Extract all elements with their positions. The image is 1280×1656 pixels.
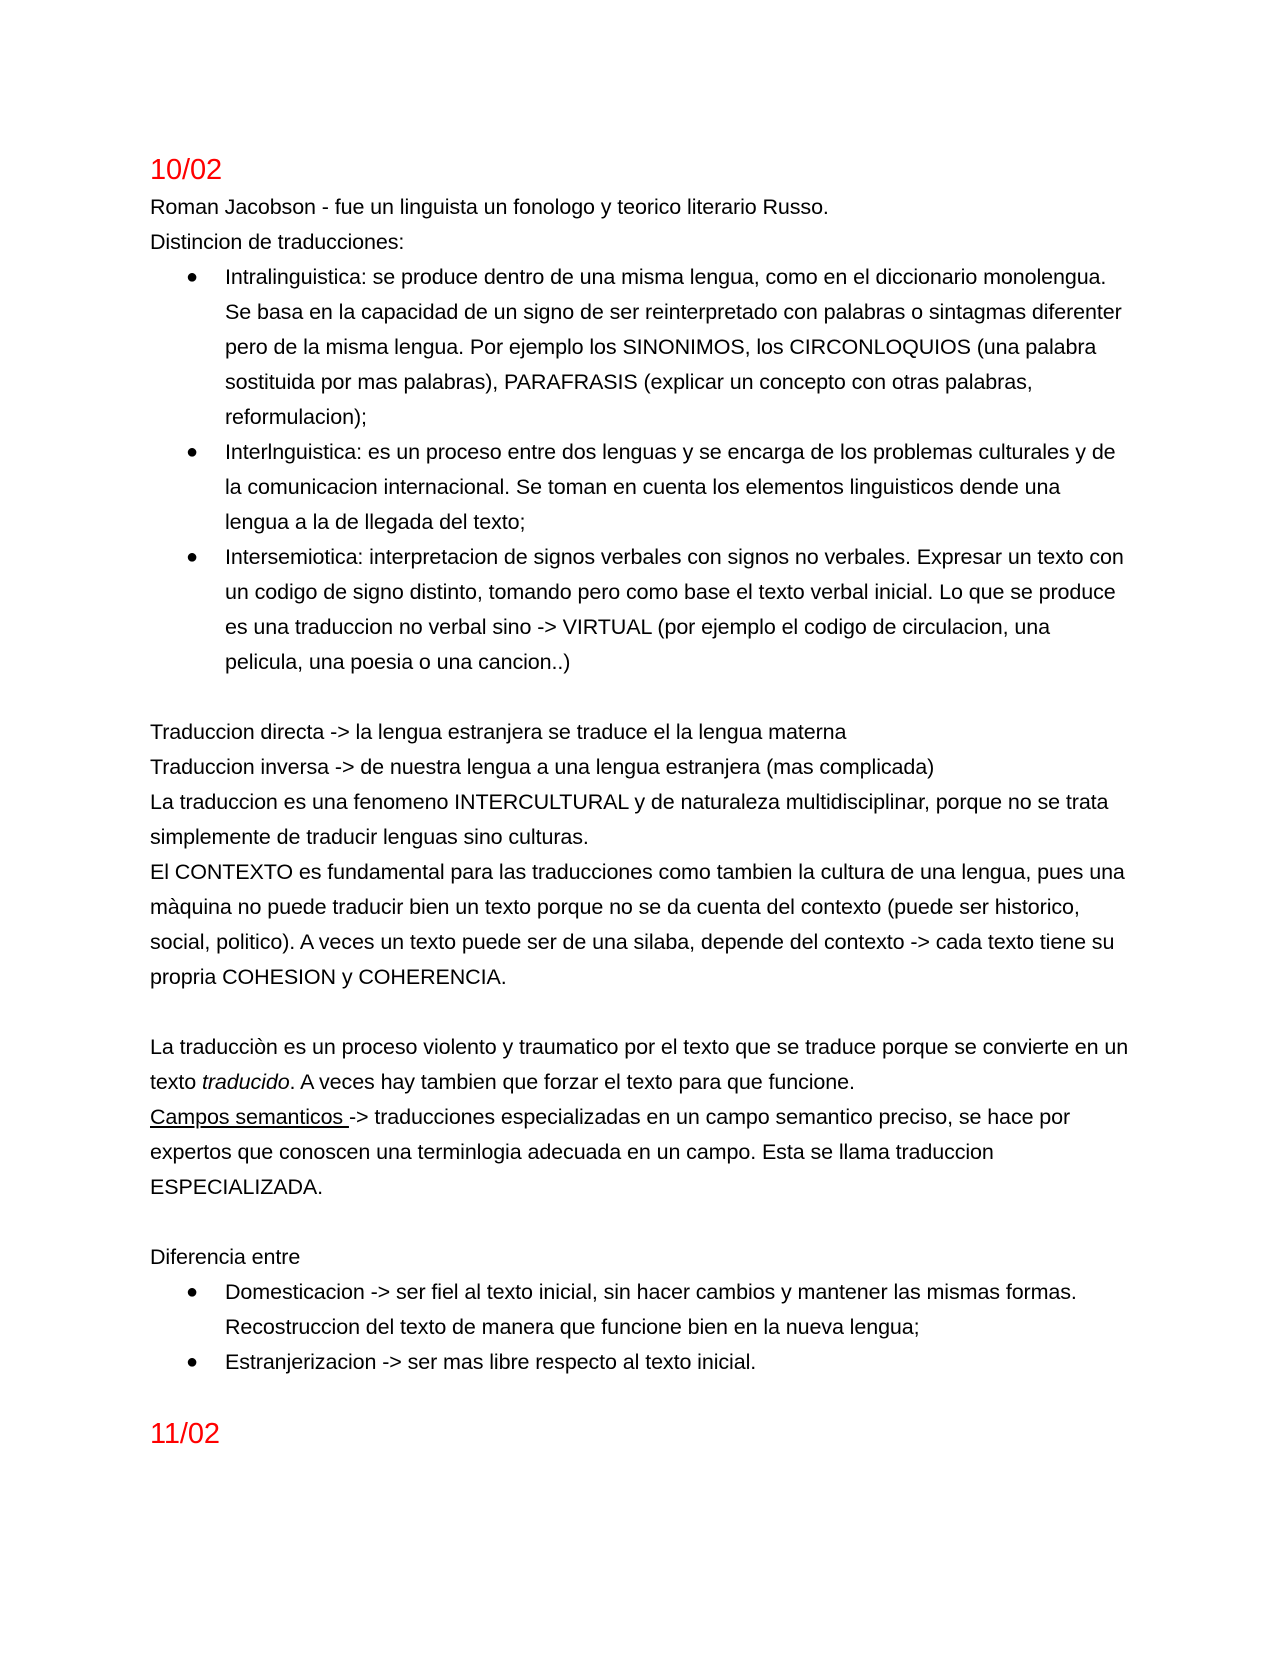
bullet-icon: ● — [186, 266, 198, 288]
campos-text: -> traducciones especializadas en un campo semantico preciso, se hace por expertos que conoscen una terminlogia adecuada en un campo. Esta se llama traduccion ESPECIALIZADA. — [150, 1105, 1071, 1199]
intro-line: Roman Jacobson - fue un linguista un fonologo y teorico literario Russo. — [150, 195, 829, 219]
paragraph-contexto: El CONTEXTO es fundamental para las traducciones como tambien la cultura de una lengua, pues una màquina no puede traducir bien un texto porque no se da cuenta del contexto (puede ser historico, social, politico). A veces un texto puede ser de una silaba, depende del contexto -> cada texto tiene su propria COHESION y COHERENCIA. — [150, 860, 1125, 989]
campos-label: Campos semanticos — [150, 1105, 349, 1129]
blank-line — [150, 680, 1130, 715]
translation-types-list — [150, 260, 1130, 680]
violento-text-before: La traducciòn es un proceso violento y traumatico por el texto que se traduce porque se convierte en un texto — [150, 1035, 1129, 1094]
list-item-text: Estranjerizacion -> ser mas libre respecto al texto inicial. — [225, 1350, 757, 1374]
bullet-icon: ● — [186, 441, 198, 463]
subheading: Distincion de traducciones: — [150, 230, 405, 254]
bullet-icon: ● — [186, 1351, 198, 1373]
list-item — [150, 540, 1130, 680]
bullet-icon: ● — [186, 1281, 198, 1303]
list-item — [150, 435, 1130, 540]
paragraph-violento — [150, 1030, 1130, 1100]
list-item-text: Interlnguistica: es un proceso entre dos lenguas y se encarga de los problemas culturales y de la comunicacion internacional. Se toman en cuenta los elementos linguisticos dende una lengua a la de llegada del texto; — [225, 440, 1116, 534]
bullet-icon: ● — [186, 546, 198, 568]
paragraph-campos — [150, 1100, 1130, 1205]
diferencia-heading: Diferencia entre — [150, 1245, 301, 1269]
date-heading: 10/02 — [150, 154, 223, 186]
paragraph-intercultural: La traduccion es una fenomeno INTERCULTURAL y de naturaleza multidisciplinar, porque no se trata simplemente de traducir lenguas sino culturas. — [150, 790, 1109, 849]
blank-line — [150, 995, 1130, 1030]
list-item — [150, 1345, 1130, 1380]
blank-line — [150, 1205, 1130, 1240]
date-heading-second: 11/02 — [150, 1418, 220, 1450]
violento-text-after: . A veces hay tambien que forzar el texto para que funcione. — [289, 1070, 855, 1094]
violento-italic-word: traducido — [202, 1070, 290, 1094]
paragraph-directa: Traduccion directa -> la lengua estranjera se traduce el la lengua materna — [150, 720, 847, 744]
paragraph-inversa: Traduccion inversa -> de nuestra lengua a una lengua estranjera (mas complicada) — [150, 755, 935, 779]
document-page — [150, 150, 1130, 1454]
list-item-text: Domesticacion -> ser fiel al texto inicial, sin hacer cambios y mantener las mismas formas. Recostruccion del texto de manera que funcione bien en la nueva lengua; — [225, 1280, 1077, 1339]
list-item — [150, 1275, 1130, 1345]
list-item — [150, 260, 1130, 435]
list-item-text: Intralinguistica: se produce dentro de una misma lengua, como en el diccionario monolengua. Se basa en la capacidad de un signo de ser reinterpretado con palabras o sintagmas diferenter pero de la misma lengua. Por ejemplo los SINONIMOS, los CIRCONLOQUIOS (una palabra sostituida por mas palabras), PARAFRASIS (explicar un concepto con otras palabras, reformulacion); — [225, 265, 1122, 429]
list-item-text: Intersemiotica: interpretacion de signos verbales con signos no verbales. Expresar un texto con un codigo de signo distinto, tomando pero como base el texto verbal inicial. Lo que se produce es una traduccion no verbal sino -> VIRTUAL (por ejemplo el codigo de circulacion, una pelicula, una poesia o una cancion..) — [225, 545, 1124, 674]
diferencia-list — [150, 1275, 1130, 1380]
